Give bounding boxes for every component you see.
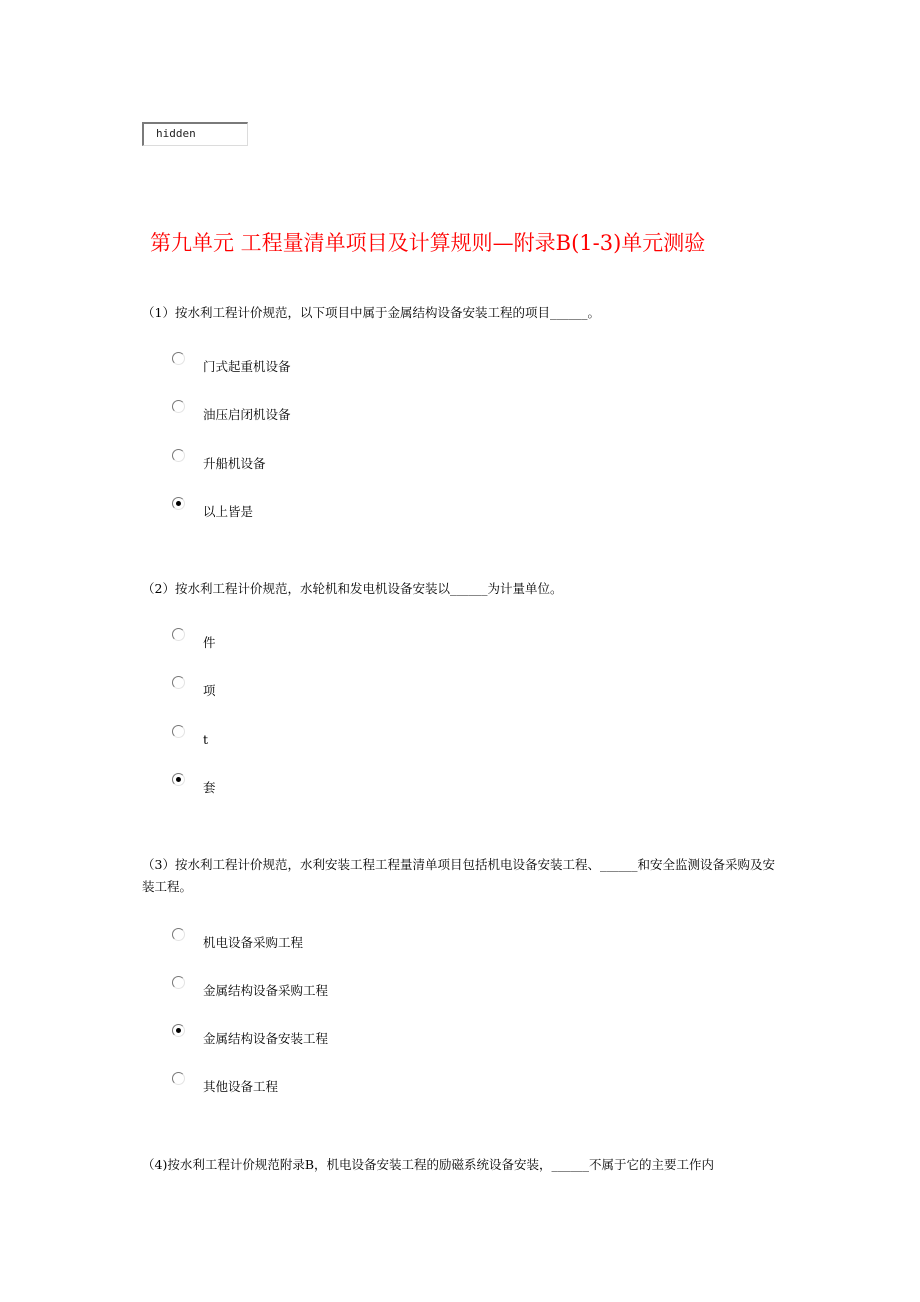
option-label: 金属结构设备安装工程 [203, 1031, 329, 1046]
radio-button-selected[interactable] [172, 497, 185, 510]
question-3 [142, 854, 782, 1094]
option-label: 油压启闭机设备 [203, 407, 291, 422]
radio-button-selected[interactable] [172, 773, 185, 786]
option-label: 项 [203, 683, 216, 698]
option-label: 机电设备采购工程 [203, 935, 304, 950]
radio-button[interactable] [172, 449, 185, 462]
option-label: 门式起重机设备 [203, 359, 291, 374]
radio-button[interactable] [172, 1072, 185, 1085]
radio-button[interactable] [172, 628, 185, 641]
radio-button-selected[interactable] [172, 1024, 185, 1037]
radio-button[interactable] [172, 976, 185, 989]
radio-button[interactable] [172, 725, 185, 738]
question-3-text: （3）按水利工程计价规范，水利安装工程工程量清单项目包括机电设备安装工程、______和安全监测设备采购及安装工程。 [142, 857, 775, 894]
option-label: 套 [203, 780, 216, 795]
question-4 [142, 1154, 782, 1176]
radio-button[interactable] [172, 676, 185, 689]
option-label: 金属结构设备采购工程 [203, 983, 329, 998]
hidden-input[interactable]: hidden [142, 122, 248, 146]
radio-button[interactable] [172, 352, 185, 365]
question-1 [142, 302, 782, 519]
option-label: 升船机设备 [203, 456, 266, 471]
question-1-text: （1）按水利工程计价规范，以下项目中属于金属结构设备安装工程的项目______。 [142, 305, 600, 320]
option-label: 以上皆是 [203, 504, 254, 519]
option-label: 件 [203, 635, 216, 650]
radio-button[interactable] [172, 400, 185, 413]
option-label: 其他设备工程 [203, 1079, 279, 1094]
question-2-text: （2）按水利工程计价规范，水轮机和发电机设备安装以______为计量单位。 [142, 581, 563, 596]
question-2 [142, 578, 782, 795]
page-title: 第九单元 工程量清单项目及计算规则—附录B(1-3)单元测验 [150, 231, 706, 255]
question-4-text: （4)按水利工程计价规范附录B，机电设备安装工程的励磁系统设备安装，______不属于它的主要工作内 [142, 1157, 715, 1172]
option-label: t [203, 732, 209, 747]
radio-button[interactable] [172, 928, 185, 941]
